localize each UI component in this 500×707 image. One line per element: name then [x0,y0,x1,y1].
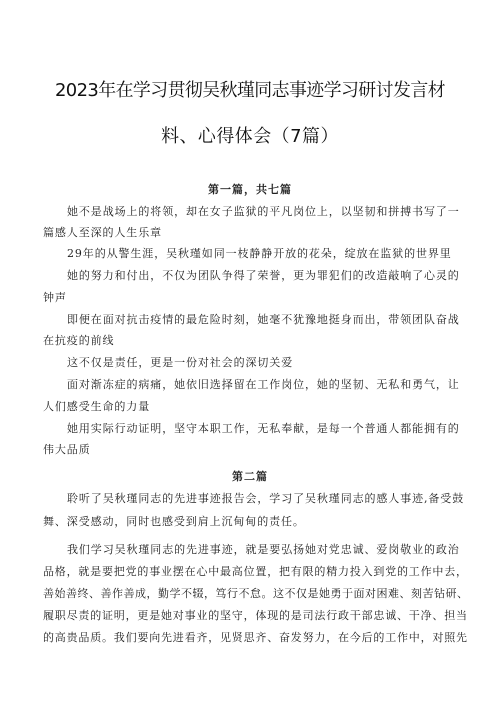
paragraph-line: 履职尽责的证明，更是她对事业的坚守，体现的是司法行政干部忠诚、干净、担当 [43,609,468,622]
paragraph-line: 篇感人至深的人生乐章 [43,226,162,239]
paragraph-line: 人们感受生命的力量 [43,400,151,413]
paragraph-line: 这不仅是责任，更是一份对社会的深切关爱 [67,356,294,369]
paragraph-line: 她用实际行动证明，坚守本职工作，无私奉献，是每一个普通人都能拥有的 [67,422,460,435]
paragraph-line: 善始善终、善作善成，勤学不辍，笃行不怠。这不仅是她勇于面对困难、刻苦钻研、 [43,587,469,600]
paragraph-line: 我们学习吴秋瑾同志的先进事迹，就是要弘扬她对党忠诚、爱岗敬业的政治 [67,543,460,556]
paragraph-line: 舞、深受感动，同时也感受到肩上沉甸甸的责任。 [43,515,305,528]
section-1-heading: 第一篇，共七篇 [208,183,292,196]
paragraph-line: 她不是战场上的将领，却在女子监狱的平凡岗位上，以坚韧和拼搏书写了一 [67,205,460,218]
paragraph-line: 在抗疫的前线 [43,334,115,347]
paragraph-line: 品格，就是要把党的事业摆在心中最高位置，把有限的精力投入到党的工作中去， [43,565,468,578]
document-title-line-2: 料、心得体会（7篇） [161,126,339,147]
paragraph-line: 伟大品质 [43,443,91,456]
paragraph-line: 聆听了吴秋瑾同志的先进事迹报告会，学习了吴秋瑾同志的感人事迹,备受鼓 [67,492,465,505]
paragraph-line: 29年的从警生涯，吴秋瑾如同一枝静静开放的花朵，绽放在监狱的世界里 [67,247,452,260]
paragraph-line: 钟声 [43,291,67,304]
document-title-line-1: 2023年在学习贯彻吴秋瑾同志事迹学习研讨发言材 [55,80,445,101]
section-2-heading: 第二篇 [232,470,268,483]
paragraph-line: 面对渐冻症的病痛，她依旧选择留在工作岗位，她的坚韧、无私和勇气，让 [67,378,460,391]
paragraph-line: 的高贵品质。我们要向先进看齐，见贤思齐、奋发努力，在今后的工作中，对照先 [43,631,468,644]
paragraph-line: 即便在面对抗击疫情的最危险时刻，她毫不犹豫地挺身而出，带领团队奋战 [67,313,460,326]
paragraph-line: 她的努力和付出，不仅为团队争得了荣誉，更为罪犯们的改造敲响了心灵的 [67,269,460,282]
